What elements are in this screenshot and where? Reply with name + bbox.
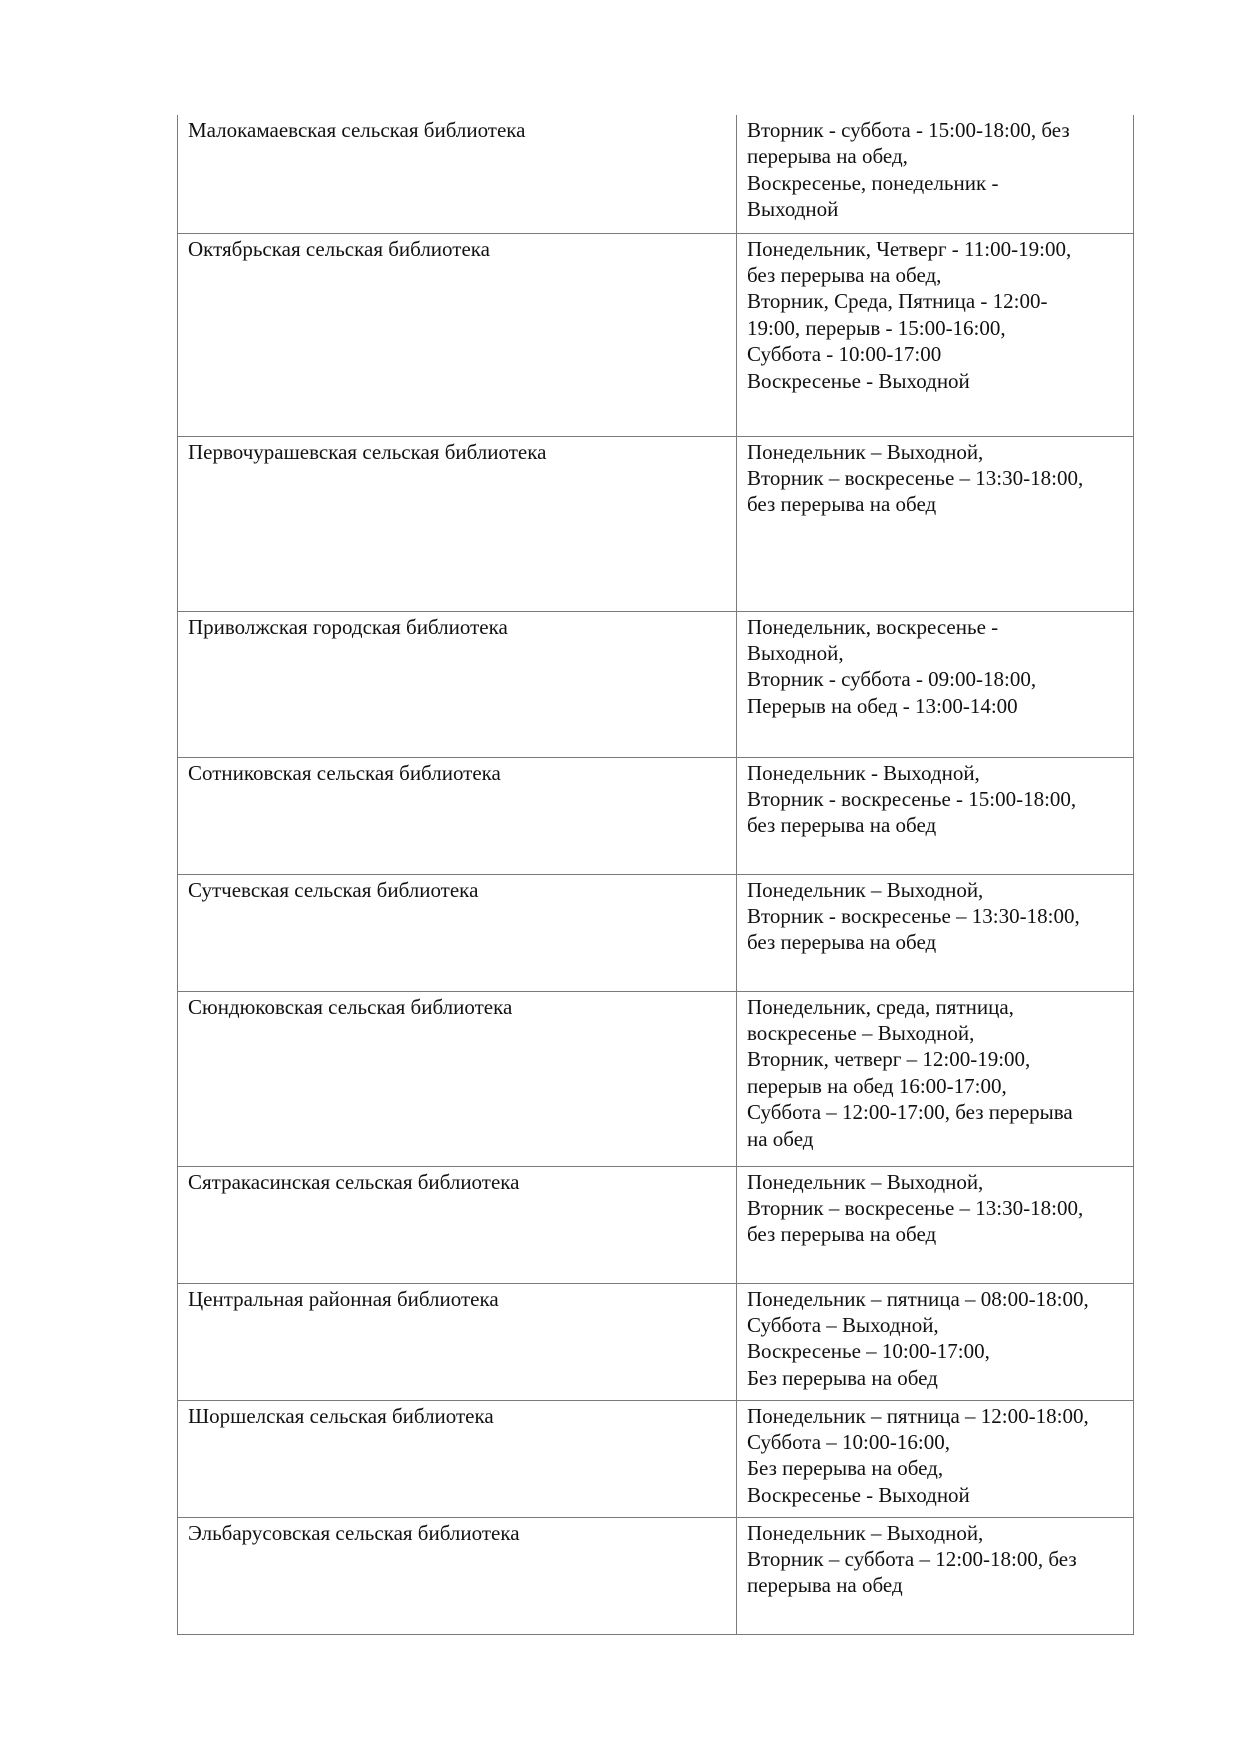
library-name-cell: Малокамаевская сельская библиотека [178, 115, 737, 233]
opening-hours-cell: Понедельник – Выходной, Вторник – суббота – 12:00-18:00, без перерыва на обед [737, 1517, 1134, 1634]
opening-hours-cell: Понедельник – Выходной, Вторник – воскресенье – 13:30-18:00, без перерыва на обед [737, 436, 1134, 611]
table-row [178, 115, 1134, 233]
table-row [178, 757, 1134, 874]
library-name-cell: Шоршелская сельская библиотека [178, 1400, 737, 1517]
library-name-cell: Приволжская городская библиотека [178, 611, 737, 757]
table-row [178, 233, 1134, 436]
table-row [178, 611, 1134, 757]
opening-hours-cell: Вторник - суббота - 15:00-18:00, без перерыва на обед, Воскресенье, понедельник - Выходной [737, 115, 1134, 233]
library-schedule-table [177, 115, 1134, 1635]
opening-hours-cell: Понедельник, воскресенье - Выходной, Вторник - суббота - 09:00-18:00, Перерыв на обед - 13:00-14:00 [737, 611, 1134, 757]
table-row [178, 1517, 1134, 1634]
opening-hours-cell: Понедельник – Выходной, Вторник – воскресенье – 13:30-18:00, без перерыва на обед [737, 1166, 1134, 1283]
opening-hours-cell: Понедельник – пятница – 08:00-18:00, Суббота – Выходной, Воскресенье – 10:00-17:00, Без перерыва на обед [737, 1283, 1134, 1400]
library-name-cell: Сотниковская сельская библиотека [178, 757, 737, 874]
opening-hours-cell: Понедельник, среда, пятница, воскресенье – Выходной, Вторник, четверг – 12:00-19:00, перерыв на обед 16:00-17:00, Суббота – 12:00-17:00, без перерыва на обед [737, 991, 1134, 1166]
library-name-cell: Сутчевская сельская библиотека [178, 874, 737, 991]
opening-hours-cell: Понедельник – пятница – 12:00-18:00, Суббота – 10:00-16:00, Без перерыва на обед, Воскресенье - Выходной [737, 1400, 1134, 1517]
table-row [178, 1400, 1134, 1517]
opening-hours-cell: Понедельник – Выходной, Вторник - воскресенье – 13:30-18:00, без перерыва на обед [737, 874, 1134, 991]
table-row [178, 1283, 1134, 1400]
library-name-cell: Эльбарусовская сельская библиотека [178, 1517, 737, 1634]
library-name-cell: Сятракасинская сельская библиотека [178, 1166, 737, 1283]
library-name-cell: Первочурашевская сельская библиотека [178, 436, 737, 611]
opening-hours-cell: Понедельник - Выходной, Вторник - воскресенье - 15:00-18:00, без перерыва на обед [737, 757, 1134, 874]
table-row [178, 1166, 1134, 1283]
library-name-cell: Сюндюковская сельская библиотека [178, 991, 737, 1166]
library-name-cell: Центральная районная библиотека [178, 1283, 737, 1400]
opening-hours-cell: Понедельник, Четверг - 11:00-19:00, без перерыва на обед, Вторник, Среда, Пятница - 12:00- 19:00, перерыв - 15:00-16:00, Суббота - 10:00-17:00 Воскресенье - Выходной [737, 233, 1134, 436]
table-row [178, 991, 1134, 1166]
library-name-cell: Октябрьская сельская библиотека [178, 233, 737, 436]
table-row [178, 874, 1134, 991]
table-row [178, 436, 1134, 611]
